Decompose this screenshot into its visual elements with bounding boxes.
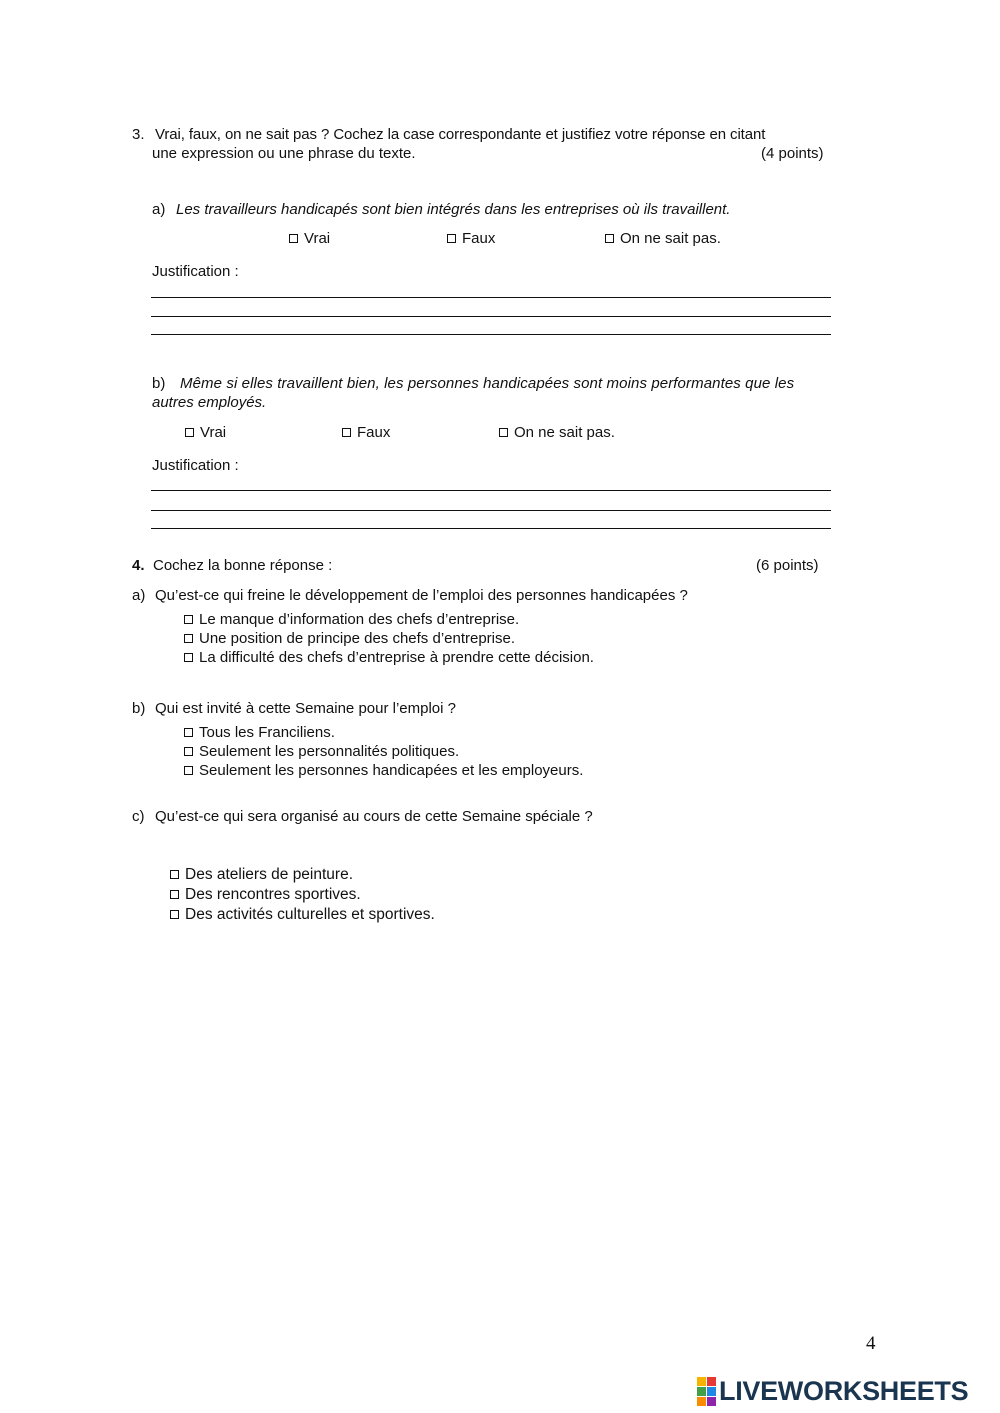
q3-instruction-line1: Vrai, faux, on ne sait pas ? Cochez la case correspondante et justifiez votre réponse en citant	[155, 126, 766, 143]
q3b-statement-line2: autres employés.	[152, 394, 267, 411]
checkbox-icon[interactable]	[447, 234, 456, 243]
option-label: Le manque d’information des chefs d’entreprise.	[199, 611, 520, 628]
option-label: Vrai	[304, 230, 331, 247]
option-label: Des activités culturelles et sportives.	[185, 906, 435, 923]
q3b-answer-line-1[interactable]	[151, 490, 831, 491]
logo-block	[707, 1387, 716, 1396]
logo-block	[707, 1397, 716, 1406]
q4b-option-1[interactable]	[184, 724, 335, 741]
checkbox-icon[interactable]	[184, 728, 193, 737]
option-label: La difficulté des chefs d’entreprise à prendre cette décision.	[199, 649, 594, 666]
checkbox-icon[interactable]	[185, 428, 194, 437]
q4-instruction: Cochez la bonne réponse :	[153, 557, 333, 574]
q3b-answer-line-2[interactable]	[151, 510, 831, 511]
checkbox-icon[interactable]	[342, 428, 351, 437]
q4c-option-3[interactable]	[170, 906, 435, 924]
option-label: Tous les Franciliens.	[199, 724, 335, 741]
option-label: Faux	[357, 424, 391, 441]
checkbox-icon[interactable]	[170, 890, 179, 899]
q4c-option-2[interactable]	[170, 886, 361, 904]
q3b-letter: b)	[152, 375, 166, 392]
option-label: On ne sait pas.	[514, 424, 615, 441]
q4a-option-1[interactable]	[184, 611, 519, 628]
logo-block	[697, 1397, 706, 1406]
q4-points: (6 points)	[756, 557, 819, 574]
checkbox-icon[interactable]	[184, 766, 193, 775]
option-label: On ne sait pas.	[620, 230, 721, 247]
option-label: Une position de principe des chefs d’entreprise.	[199, 630, 516, 647]
option-label: Des rencontres sportives.	[185, 886, 361, 903]
checkbox-icon[interactable]	[184, 634, 193, 643]
q4a-letter: a)	[132, 587, 146, 604]
brand-name: LIVEWORKSHEETS	[719, 1375, 969, 1406]
q3a-option-faux[interactable]	[447, 230, 495, 247]
q3a-option-vrai[interactable]	[289, 230, 330, 247]
option-label: Vrai	[200, 424, 227, 441]
q3-points: (4 points)	[761, 145, 824, 162]
page-number: 4	[866, 1333, 876, 1354]
q3-instruction-line2: une expression ou une phrase du texte.	[152, 145, 416, 162]
checkbox-icon[interactable]	[184, 653, 193, 662]
q4c-option-1[interactable]	[170, 866, 353, 884]
q3a-answer-line-1[interactable]	[151, 297, 831, 298]
logo-block	[697, 1387, 706, 1396]
q3b-statement-line1: Même si elles travaillent bien, les personnes handicapées sont moins performantes que les	[180, 375, 795, 392]
option-label: Seulement les personnalités politiques.	[199, 743, 460, 760]
logo-block	[697, 1377, 706, 1386]
option-label: Des ateliers de peinture.	[185, 866, 354, 883]
q3a-answer-line-2[interactable]	[151, 316, 831, 317]
q3a-statement: Les travailleurs handicapés sont bien intégrés dans les entreprises où ils travaillent.	[176, 201, 731, 218]
option-label: Faux	[462, 230, 496, 247]
q4b-option-2[interactable]	[184, 743, 459, 760]
q4a-option-3[interactable]	[184, 649, 594, 666]
logo-blocks-icon	[697, 1377, 716, 1406]
q3a-answer-line-3[interactable]	[151, 334, 831, 335]
q3b-answer-line-3[interactable]	[151, 528, 831, 529]
q4b-option-3[interactable]	[184, 762, 583, 779]
option-label: Seulement les personnes handicapées et les employeurs.	[199, 762, 584, 779]
checkbox-icon[interactable]	[499, 428, 508, 437]
checkbox-icon[interactable]	[170, 870, 179, 879]
q3b-option-on-ne-sait-pas[interactable]	[499, 424, 615, 441]
q4b-letter: b)	[132, 700, 146, 717]
checkbox-icon[interactable]	[170, 910, 179, 919]
q4a-question: Qu’est-ce qui freine le développement de l’emploi des personnes handicapées ?	[155, 587, 688, 604]
q3b-option-faux[interactable]	[342, 424, 390, 441]
q4-number: 4.	[132, 557, 145, 574]
q4c-letter: c)	[132, 808, 145, 825]
liveworksheets-logo	[697, 1376, 968, 1406]
checkbox-icon[interactable]	[289, 234, 298, 243]
q4c-question: Qu’est-ce qui sera organisé au cours de cette Semaine spéciale ?	[155, 808, 593, 825]
q3a-justification-label: Justification :	[152, 263, 239, 280]
q3a-letter: a)	[152, 201, 166, 218]
checkbox-icon[interactable]	[184, 615, 193, 624]
q4a-option-2[interactable]	[184, 630, 515, 647]
q3b-justification-label: Justification :	[152, 457, 239, 474]
q4b-question: Qui est invité à cette Semaine pour l’emploi ?	[155, 700, 456, 717]
q3-number: 3.	[132, 126, 145, 143]
q3b-option-vrai[interactable]	[185, 424, 226, 441]
logo-block	[707, 1377, 716, 1386]
checkbox-icon[interactable]	[184, 747, 193, 756]
q3a-option-on-ne-sait-pas[interactable]	[605, 230, 721, 247]
checkbox-icon[interactable]	[605, 234, 614, 243]
